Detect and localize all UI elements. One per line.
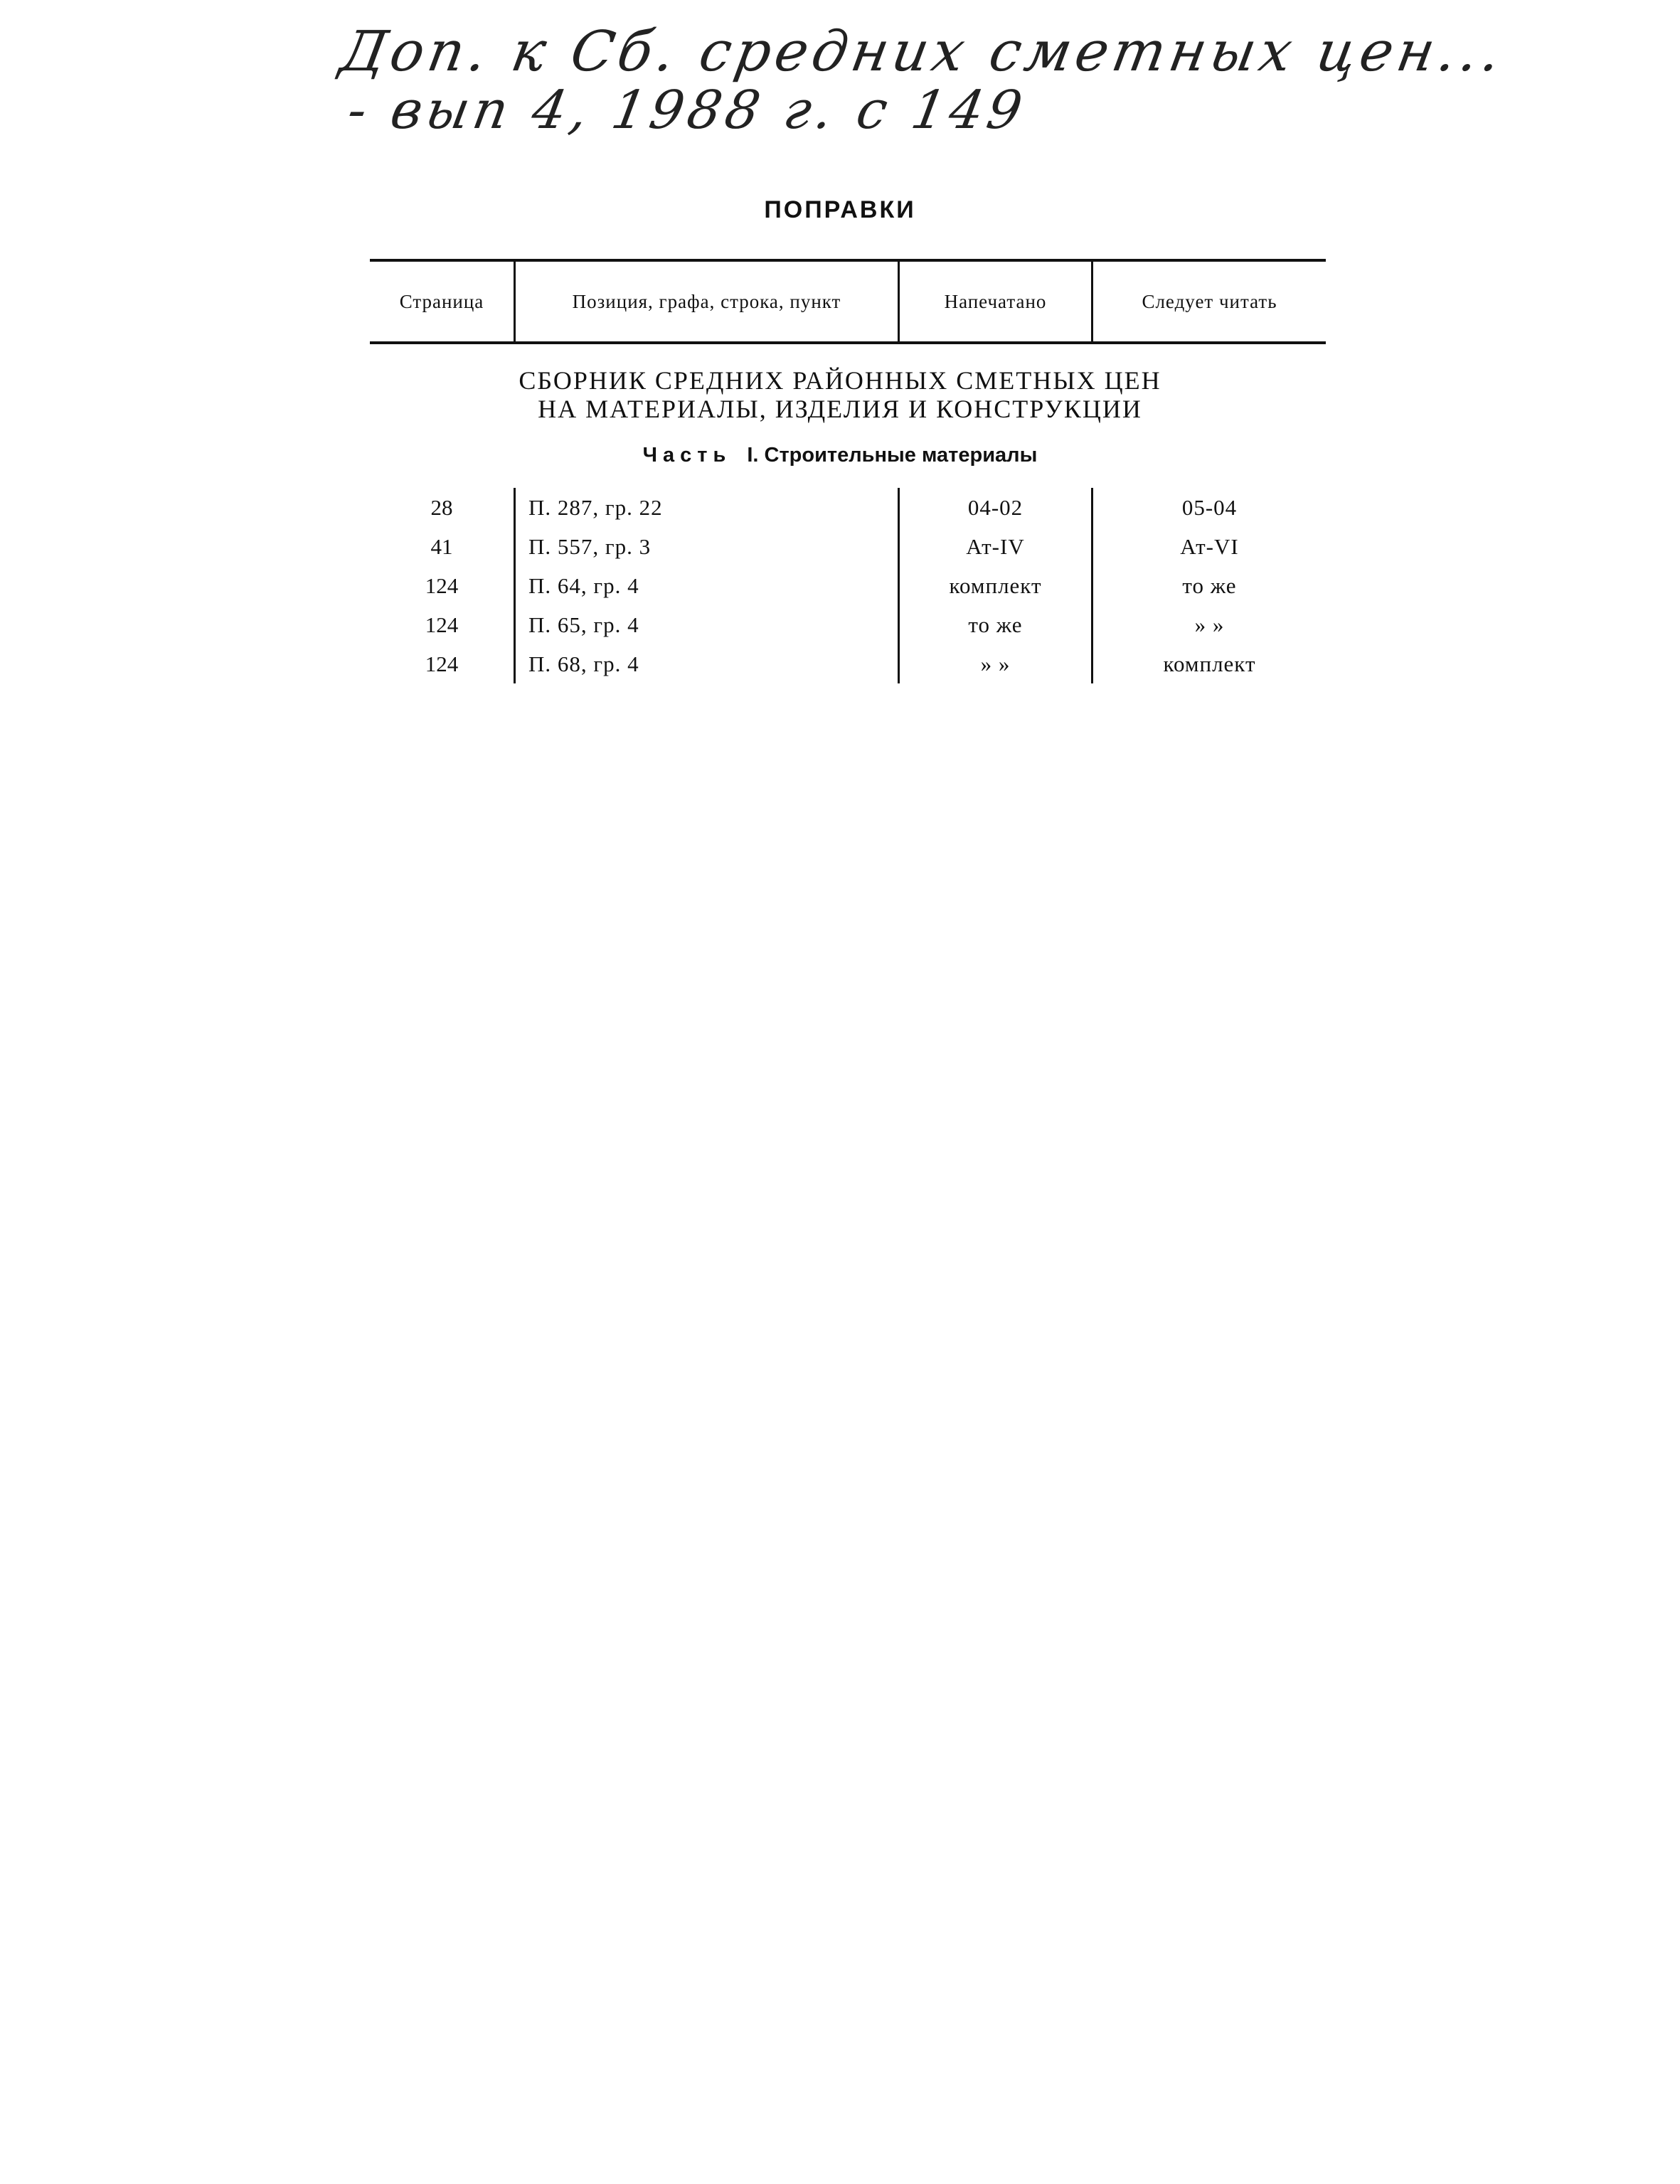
part-title: [0, 444, 1680, 467]
cell-position: П. 68, гр. 4: [514, 644, 898, 683]
handwritten-note-line-2: - вып 4, 1988 г. с 149: [343, 80, 1031, 141]
table-row: [370, 527, 1326, 566]
cell-printed: комплект: [898, 566, 1091, 605]
cell-should-read: » »: [1091, 605, 1326, 644]
cell-page: 124: [425, 651, 459, 676]
cell-should-read: Ат-VI: [1091, 527, 1326, 566]
cell-should-read: комплект: [1091, 644, 1326, 683]
cell-should-read: 05-04: [1091, 488, 1326, 527]
page-title: ПОПРАВКИ: [764, 196, 916, 223]
cell-page: 41: [430, 533, 453, 559]
header-should-read: Следует читать: [1091, 262, 1326, 341]
header-position: Позиция, графа, строка, пункт: [514, 262, 898, 341]
collection-title-line-1: СБОРНИК СРЕДНИХ РАЙОННЫХ СМЕТНЫХ ЦЕН: [519, 366, 1161, 395]
cell-printed: 04-02: [898, 488, 1091, 527]
header-page: Страница: [399, 290, 484, 312]
corrections-table-body: [370, 488, 1326, 683]
table-header: [370, 259, 1326, 344]
table-row: [370, 488, 1326, 527]
cell-printed: » »: [898, 644, 1091, 683]
cell-position: П. 557, гр. 3: [514, 527, 898, 566]
cell-position: П. 65, гр. 4: [514, 605, 898, 644]
header-printed: Напечатано: [898, 262, 1091, 341]
handwritten-note-line-1: Доп. к Сб. средних сметных цен...: [336, 20, 1510, 84]
cell-printed: Ат-IV: [898, 527, 1091, 566]
table-row: [370, 644, 1326, 683]
cell-position: П. 64, гр. 4: [514, 566, 898, 605]
cell-should-read: то же: [1091, 566, 1326, 605]
cell-position: П. 287, гр. 22: [514, 488, 898, 527]
cell-page: 124: [425, 612, 459, 637]
part-text: I. Строительные материалы: [747, 444, 1038, 467]
cell-page: 124: [425, 572, 459, 598]
table-row: [370, 605, 1326, 644]
collection-title-line-2: НА МАТЕРИАЛЫ, ИЗДЕЛИЯ И КОНСТРУКЦИИ: [538, 395, 1142, 423]
cell-printed: то же: [898, 605, 1091, 644]
table-row: [370, 566, 1326, 605]
collection-title: [0, 366, 1680, 423]
cell-page: 28: [430, 494, 453, 520]
part-label: Часть: [642, 444, 732, 467]
